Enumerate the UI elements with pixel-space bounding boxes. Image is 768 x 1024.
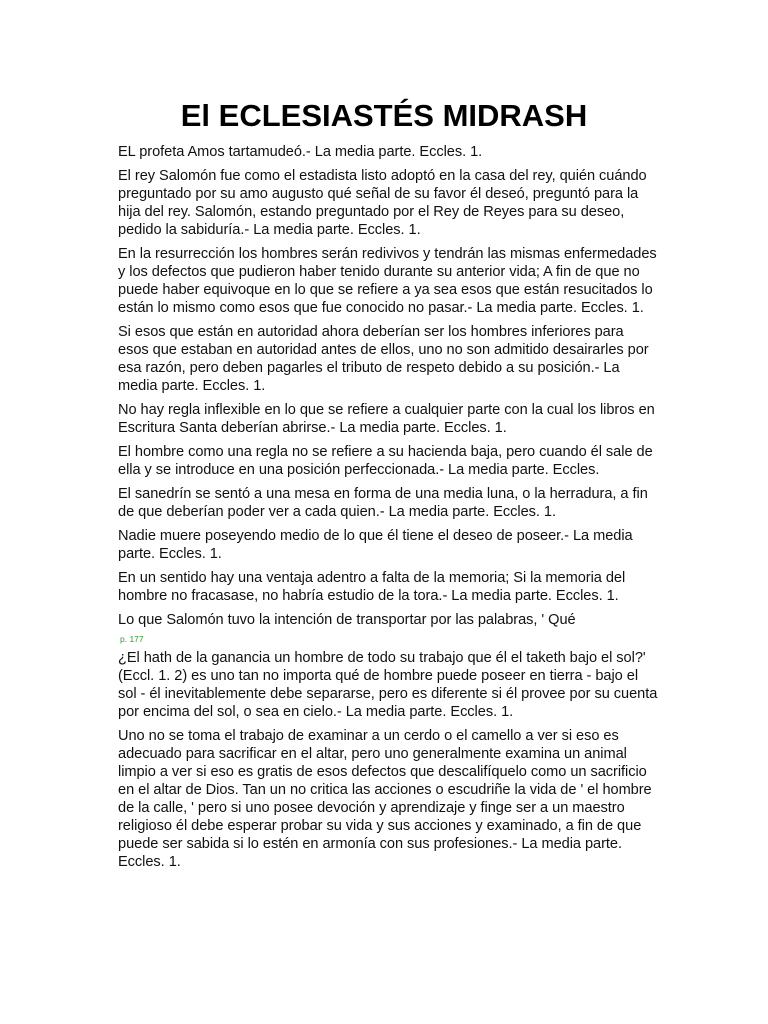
paragraph: El sanedrín se sentó a una mesa en forma de una media luna, o la herradura, a fin de que deberían poder ver a cada quien.- La media parte. Eccles. 1.: [118, 486, 648, 520]
paragraph: En un sentido hay una ventaja adentro a falta de la memoria; Si la memoria del hombre no fracasase, no habría estudio de la tora.- La media parte. Eccles. 1.: [118, 570, 626, 604]
paragraph: Uno no se toma el trabajo de examinar a un cerdo o el camello a ver si eso es adecuado para sacrificar en el altar, pero uno generalmente examina un animal limpio a ver si eso es gratis de esos defectos que descalifíquelo como un sacrificio en el altar de Dios. Tan un no critica las acciones o escudriñe la vida de ' el hombre de la calle, ' pero si uno posee devoción y aprendizaje y finge ser a un maestro religioso él debe esperar probar su vida y sus acciones y examinado, a fin de que puede ser sabida si lo estén en armonía con sus profesiones.- La media parte. Eccles. 1.: [118, 728, 652, 870]
paragraph: ¿El hath de la ganancia un hombre de todo su trabajo que él el taketh bajo el sol?' (Eccl. 1. 2) es uno tan no importa qué de hombre puede poseer en tierra - bajo el sol - él inevitablemente debe separarse, pero es diferente si él provee por su cuenta por encima del sol, o sea en cielo.- La media parte. Eccles. 1.: [118, 650, 658, 720]
document-body: [118, 143, 658, 877]
paragraph: El hombre como una regla no se refiere a su hacienda baja, pero cuando él sale de ella y se introduce en una posición perfeccionada.- La media parte. Eccles.: [118, 444, 653, 478]
paragraph: Lo que Salomón tuvo la intención de transportar por las palabras, ' Qué: [118, 612, 576, 628]
paragraph: El rey Salomón fue como el estadista listo adoptó en la casa del rey, quién cuándo preguntado por su amo augusto qué señal de su favor él deseó, preguntó para la hija del rey. Salomón, estando preguntado por el Rey de Reyes para su deseo, pedido la sabiduría.- La media parte. Eccles. 1.: [118, 168, 647, 238]
paragraph: No hay regla inflexible en lo que se refiere a cualquier parte con la cual los libros en Escritura Santa deberían abrirse.- La media parte. Eccles. 1.: [118, 402, 655, 436]
paragraph: En la resurrección los hombres serán redivivos y tendrán las mismas enfermedades y los defectos que pudieron haber tenido durante su anterior vida; A fin de que no puede haber equivoque en lo que se refiere a ya sea esos que están resucitados lo están lo mismo como esos que fue conocido no pasar.- La media parte. Eccles. 1.: [118, 246, 657, 316]
paragraph: Nadie muere poseyendo medio de lo que él tiene el deseo de poseer.- La media parte. Eccles. 1.: [118, 528, 633, 562]
page-number-marker[interactable]: p. 177: [120, 634, 144, 644]
paragraph: Si esos que están en autoridad ahora deberían ser los hombres inferiores para esos que estaban en autoridad antes de ellos, uno no son admitido desairarles por esa razón, pero deben pagarles el tributo de respeto debido a su posición.- La media parte. Eccles. 1.: [118, 324, 649, 394]
document-title: El ECLESIASTÉS MIDRASH: [180, 98, 588, 133]
paragraph: EL profeta Amos tartamudeó.- La media parte. Eccles. 1.: [118, 144, 483, 160]
